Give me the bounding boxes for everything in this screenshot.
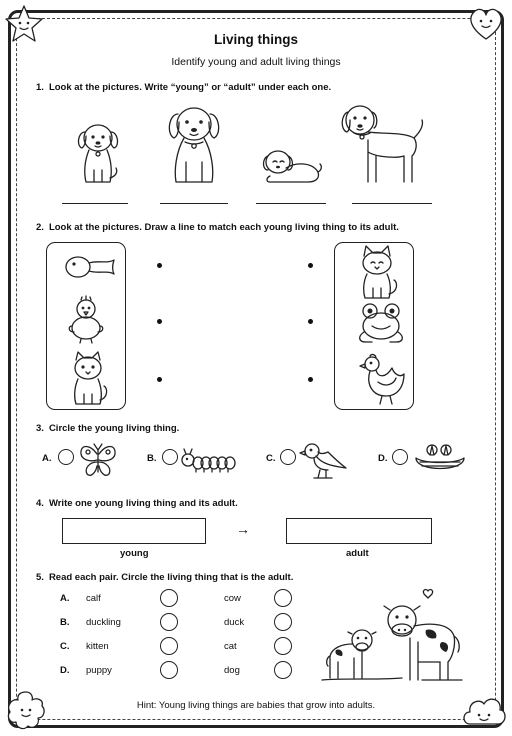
answer-line[interactable] <box>352 203 432 204</box>
answer-circle[interactable] <box>280 449 296 465</box>
match-dot-left[interactable] <box>157 377 162 382</box>
puppy-icon <box>70 118 126 186</box>
answer-circle[interactable] <box>274 661 292 679</box>
match-dot-right[interactable] <box>308 377 313 382</box>
nest-with-chicks-icon <box>412 440 468 476</box>
young-word: puppy <box>86 665 112 676</box>
young-word: calf <box>86 593 101 604</box>
match-dot-right[interactable] <box>308 263 313 268</box>
answer-line[interactable] <box>256 203 326 204</box>
match-dot-left[interactable] <box>157 319 162 324</box>
page-title: Living things <box>214 32 298 47</box>
answer-line[interactable] <box>160 203 228 204</box>
adult-word: duck <box>224 617 245 628</box>
question-number: 4. <box>36 498 44 509</box>
question-text: Read each pair. Circle the living thing that is the adult. <box>48 572 294 583</box>
question-number: 2. <box>36 222 44 233</box>
question-text: Write one young living thing and its adult. <box>48 498 238 509</box>
question-5 <box>36 572 293 583</box>
row-label: B. <box>60 617 70 628</box>
match-dot-right[interactable] <box>308 319 313 324</box>
question-1 <box>36 82 331 93</box>
row-label: C. <box>60 641 70 652</box>
cat-icon <box>354 246 400 300</box>
question-2 <box>36 222 399 233</box>
cow-and-calf-icon <box>322 586 462 686</box>
chick-icon <box>66 296 106 344</box>
frog-icon <box>356 302 406 346</box>
dog-sitting-icon <box>160 100 228 186</box>
kitten-icon <box>66 352 110 406</box>
row-label: A. <box>60 593 70 604</box>
answer-circle[interactable] <box>58 449 74 465</box>
arrow-icon: → <box>236 521 250 537</box>
option-label: D. <box>378 453 388 464</box>
option-label: C. <box>266 453 276 464</box>
answer-circle[interactable] <box>274 613 292 631</box>
answer-circle[interactable] <box>160 589 178 607</box>
page-subtitle: Identify young and adult living things <box>171 56 341 68</box>
question-3 <box>36 423 179 434</box>
dog-standing-icon <box>338 100 428 186</box>
young-word: kitten <box>86 641 109 652</box>
young-word: duckling <box>86 617 121 628</box>
answer-circle[interactable] <box>162 449 178 465</box>
answer-circle[interactable] <box>274 589 292 607</box>
caterpillar-icon <box>180 448 238 474</box>
hint-text: Hint: Young living things are babies that grow into adults. <box>136 700 376 711</box>
answer-circle[interactable] <box>160 661 178 679</box>
answer-circle[interactable] <box>160 613 178 631</box>
adult-word: cow <box>224 593 241 604</box>
row-label: D. <box>60 665 70 676</box>
hen-icon <box>358 354 408 406</box>
adult-answer-box[interactable] <box>286 518 432 544</box>
match-dot-left[interactable] <box>157 263 162 268</box>
adult-word: cat <box>224 641 237 652</box>
option-label: A. <box>42 453 52 464</box>
butterfly-icon <box>78 442 118 478</box>
adult-word: dog <box>224 665 240 676</box>
question-number: 3. <box>36 423 44 434</box>
question-number: 1. <box>36 82 44 93</box>
answer-line[interactable] <box>62 203 128 204</box>
answer-circle[interactable] <box>392 449 408 465</box>
question-4 <box>36 498 238 509</box>
adult-label: adult <box>346 548 369 559</box>
question-text: Look at the pictures. Write “young” or “adult” under each one. <box>48 82 332 93</box>
option-label: B. <box>147 453 157 464</box>
question-text: Circle the young living thing. <box>48 423 180 434</box>
puppy-lying-icon <box>256 144 324 186</box>
answer-circle[interactable] <box>160 637 178 655</box>
young-answer-box[interactable] <box>62 518 206 544</box>
tadpole-icon <box>62 254 116 280</box>
question-text: Look at the pictures. Draw a line to match each young living thing to its adult. <box>48 222 399 233</box>
young-label: young <box>120 548 149 559</box>
bird-icon <box>300 440 348 482</box>
answer-circle[interactable] <box>274 637 292 655</box>
question-number: 5. <box>36 572 44 583</box>
